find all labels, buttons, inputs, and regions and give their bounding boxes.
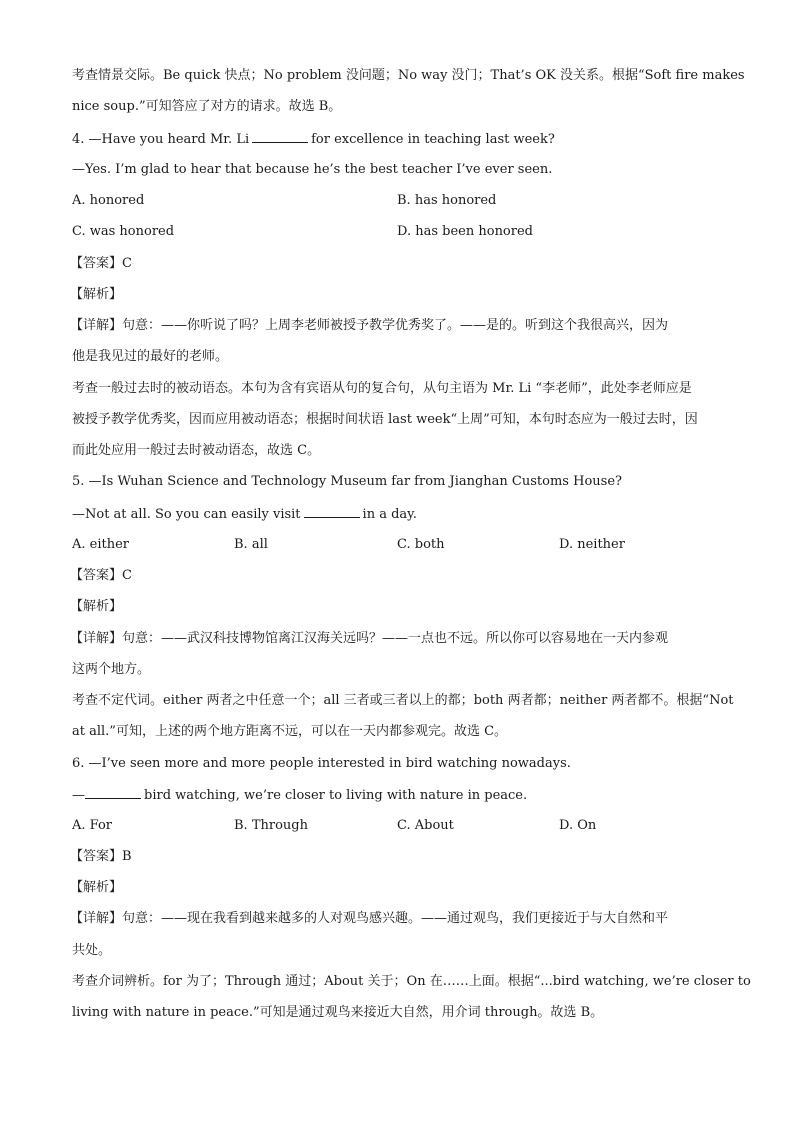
q4-detail-line-2: 他是我见过的最好的老师。 xyxy=(72,349,229,364)
q5-stem: 5. —Is Wuhan Science and Technology Museum far from Jianghan Customs House? xyxy=(72,474,622,489)
q4-analysis-line-2: 被授予教学优秀奖，因而应用被动语态；根据时间状语 last week“上周”可知，本句时态应为一般过去时，因 xyxy=(72,412,698,427)
q4-option-a: A. honored xyxy=(72,193,145,208)
q4-detail-line-1: 【详解】句意：——你听说了吗？上周李老师被授予教学优秀奖了。——是的。听到这个我很高兴，因为 xyxy=(70,318,669,333)
q4-option-d: D. has been honored xyxy=(397,224,533,239)
q5-reply xyxy=(72,504,417,525)
q4-stem-suffix: for excellence in teaching last week? xyxy=(311,132,555,147)
q6-blank xyxy=(85,785,141,799)
q4-option-c: C. was honored xyxy=(72,224,175,239)
q6-answer: 【答案】B xyxy=(70,849,132,864)
q6-analysis-line-1: 考查介词辨析。for 为了；Through 通过；About 关于；On 在……上面。根据“...bird watching, we’re closer to xyxy=(72,974,751,989)
q4-stem xyxy=(72,129,555,150)
q6-jiexi-label: 【解析】 xyxy=(70,880,123,895)
q5-option-b: B. all xyxy=(234,537,268,552)
q5-analysis-line-2: at all.”可知，上述的两个地方距离不远，可以在一天内都参观完。故选 C。 xyxy=(72,724,508,739)
q5-option-c: C. both xyxy=(397,537,445,552)
q6-detail-line-2: 共处。 xyxy=(72,943,112,958)
q5-blank xyxy=(304,504,360,518)
q4-analysis-line-1: 考查一般过去时的被动语态。本句为含有宾语从句的复合句，从句主语为 Mr. Li “李老师”，此处李老师应是 xyxy=(72,381,692,396)
q5-detail-line-2: 这两个地方。 xyxy=(72,662,151,677)
q5-option-d: D. neither xyxy=(559,537,625,552)
q4-answer: 【答案】C xyxy=(70,256,132,271)
q6-option-a: A. For xyxy=(72,818,113,833)
q6-analysis-line-2: living with nature in peace.”可知是通过观鸟来接近大自然，用介词 through。故选 B。 xyxy=(72,1005,604,1020)
q6-reply-suffix: bird watching, we’re closer to living with nature in peace. xyxy=(144,788,528,803)
q5-reply-suffix: in a day. xyxy=(362,507,417,522)
q6-option-b: B. Through xyxy=(234,818,308,833)
q4-reply: —Yes. I’m glad to hear that because he’s the best teacher I’ve ever seen. xyxy=(72,162,553,177)
q5-option-a: A. either xyxy=(72,537,130,552)
q3-analysis-line-2: nice soup.”可知答应了对方的请求。故选 B。 xyxy=(72,99,342,114)
q6-reply xyxy=(72,785,527,806)
q5-detail-line-1: 【详解】句意：——武汉科技博物馆离江汉海关远吗？——一点也不远。所以你可以容易地在一天内参观 xyxy=(70,631,669,646)
q5-reply-prefix: —Not at all. So you can easily visit xyxy=(72,507,301,522)
q6-reply-prefix: — xyxy=(72,788,85,803)
q4-analysis-line-3: 而此处应用一般过去时被动语态，故选 C。 xyxy=(72,443,321,458)
q4-option-b: B. has honored xyxy=(397,193,497,208)
q3-analysis-line-1: 考查情景交际。Be quick 快点；No problem 没问题；No way 没门；That’s OK 没关系。根据“Soft fire makes xyxy=(72,68,745,83)
q4-blank xyxy=(252,129,308,143)
q4-jiexi-label: 【解析】 xyxy=(70,287,123,302)
q6-detail-line-1: 【详解】句意：——现在我看到越来越多的人对观鸟感兴趣。——通过观鸟，我们更接近于与大自然和平 xyxy=(70,911,669,926)
q4-stem-prefix: 4. —Have you heard Mr. Li xyxy=(72,132,250,147)
q5-answer: 【答案】C xyxy=(70,568,132,583)
q5-jiexi-label: 【解析】 xyxy=(70,599,123,614)
q6-stem: 6. —I’ve seen more and more people interested in bird watching nowadays. xyxy=(72,756,571,771)
q6-option-d: D. On xyxy=(559,818,597,833)
q6-option-c: C. About xyxy=(397,818,454,833)
q5-analysis-line-1: 考查不定代词。either 两者之中任意一个；all 三者或三者以上的都；both 两者都；neither 两者都不。根据“Not xyxy=(72,693,734,708)
